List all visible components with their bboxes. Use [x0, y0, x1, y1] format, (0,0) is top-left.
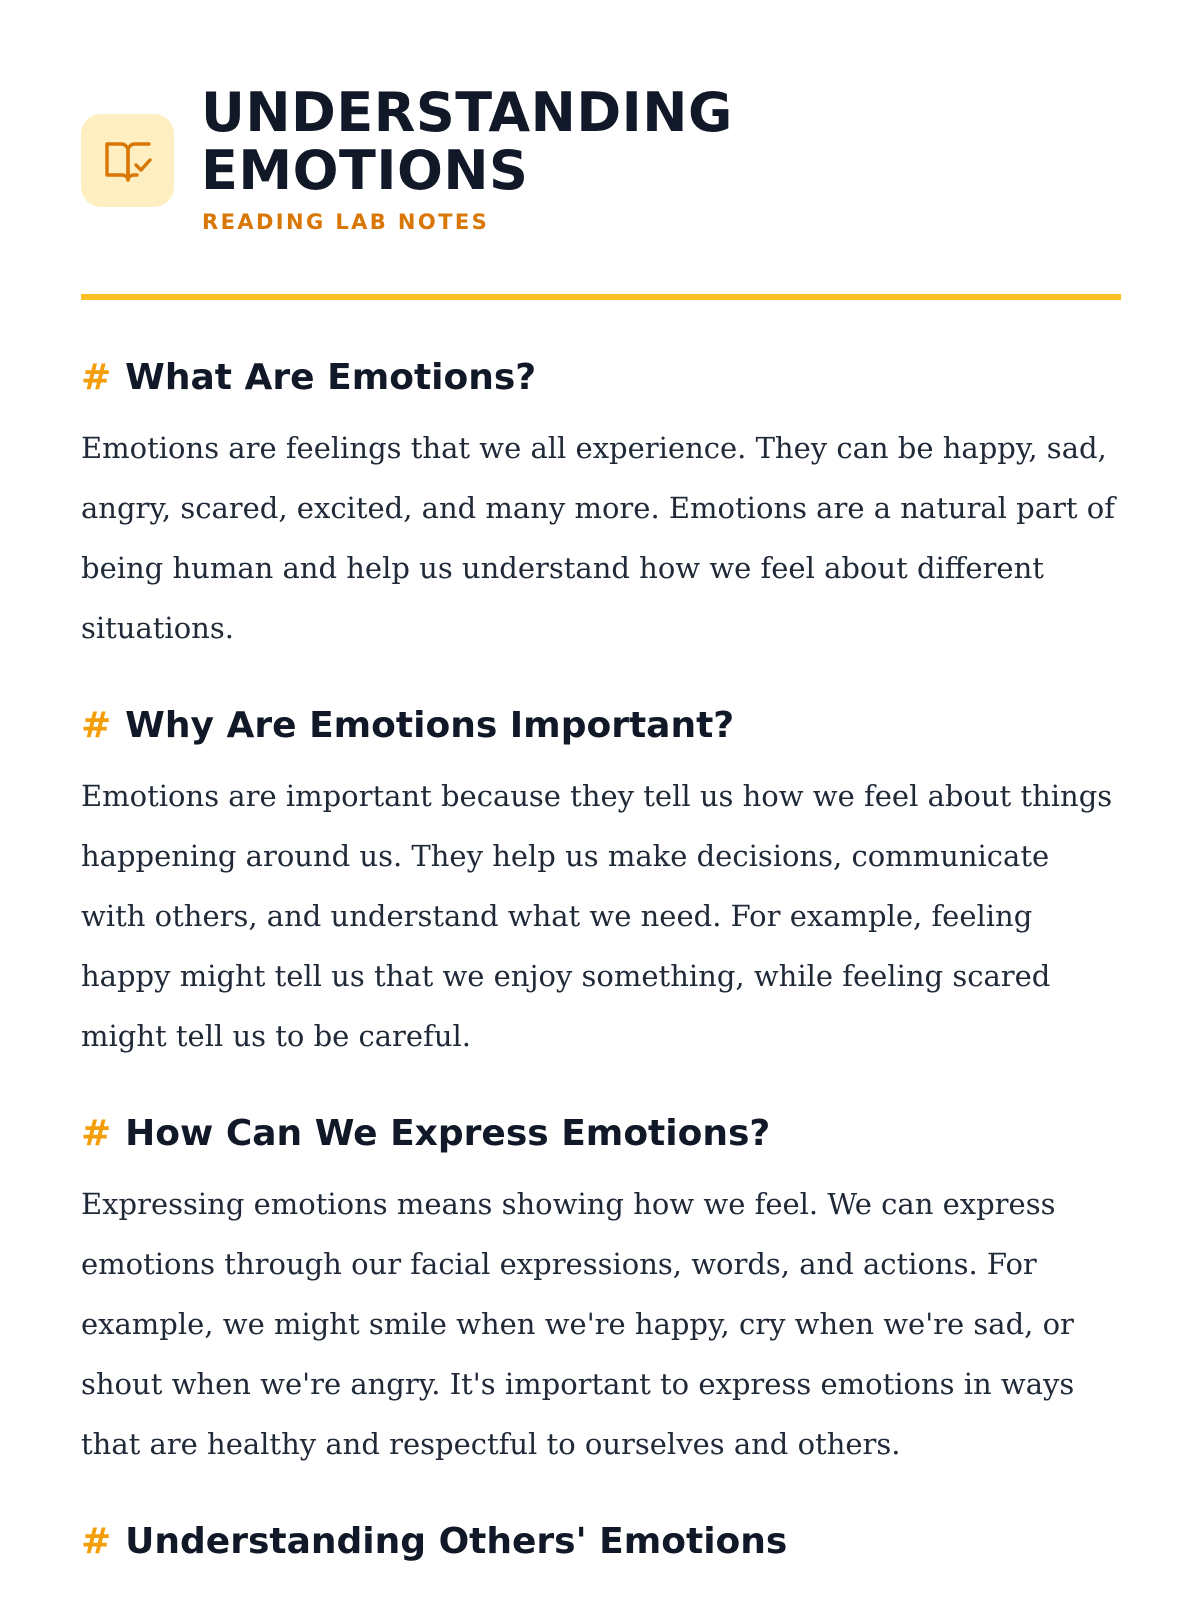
section-heading-text: Why Are Emotions Important?	[125, 705, 735, 746]
section-heading-text: How Can We Express Emotions?	[125, 1113, 771, 1154]
section-heading	[81, 1110, 1121, 1158]
section-why-important	[81, 702, 1121, 1066]
section-heading	[81, 1518, 1121, 1566]
section-heading-text: Understanding Others' Emotions	[125, 1521, 788, 1562]
heading-hash-marker: #	[81, 1521, 112, 1562]
header-divider	[81, 294, 1121, 300]
heading-hash-marker: #	[81, 357, 112, 398]
section-body: Emotions are feelings that we all experience. They can be happy, sad, angry, scared, excited, and many more. Emotions are a natural part of being human and help us understand how we feel about different situations.	[81, 431, 1115, 645]
section-heading	[81, 702, 1121, 750]
section-express-emotions	[81, 1110, 1121, 1474]
page-subtitle: READING LAB NOTES	[202, 210, 490, 234]
section-what-are-emotions	[81, 354, 1121, 658]
page-header	[81, 81, 1121, 244]
section-heading-text: What Are Emotions?	[125, 357, 537, 398]
heading-hash-marker: #	[81, 705, 112, 746]
title-line-1: UNDERSTANDING	[201, 81, 733, 144]
section-heading	[81, 354, 1121, 402]
section-understanding-others	[81, 1518, 1121, 1566]
heading-hash-marker: #	[81, 1113, 112, 1154]
book-check-icon	[103, 138, 153, 184]
section-body: Emotions are important because they tell us how we feel about things happening around us. They help us make decisions, communicate with others, and understand what we need. For example, feeling happy might tell us that we enjoy something, while feeling scared might tell us to be careful.	[81, 779, 1113, 1053]
title-line-2: EMOTIONS	[201, 139, 529, 202]
section-body: Expressing emotions means showing how we feel. We can express emotions through our facial expressions, words, and actions. For example, we might smile when we're happy, cry when we're sad, or shout when we're angry. It's important to express emotions in ways that are healthy and respectful to ourselves and others.	[81, 1187, 1075, 1461]
article-content	[81, 354, 1121, 1610]
logo-tile	[81, 114, 174, 207]
page-title	[201, 81, 1101, 202]
